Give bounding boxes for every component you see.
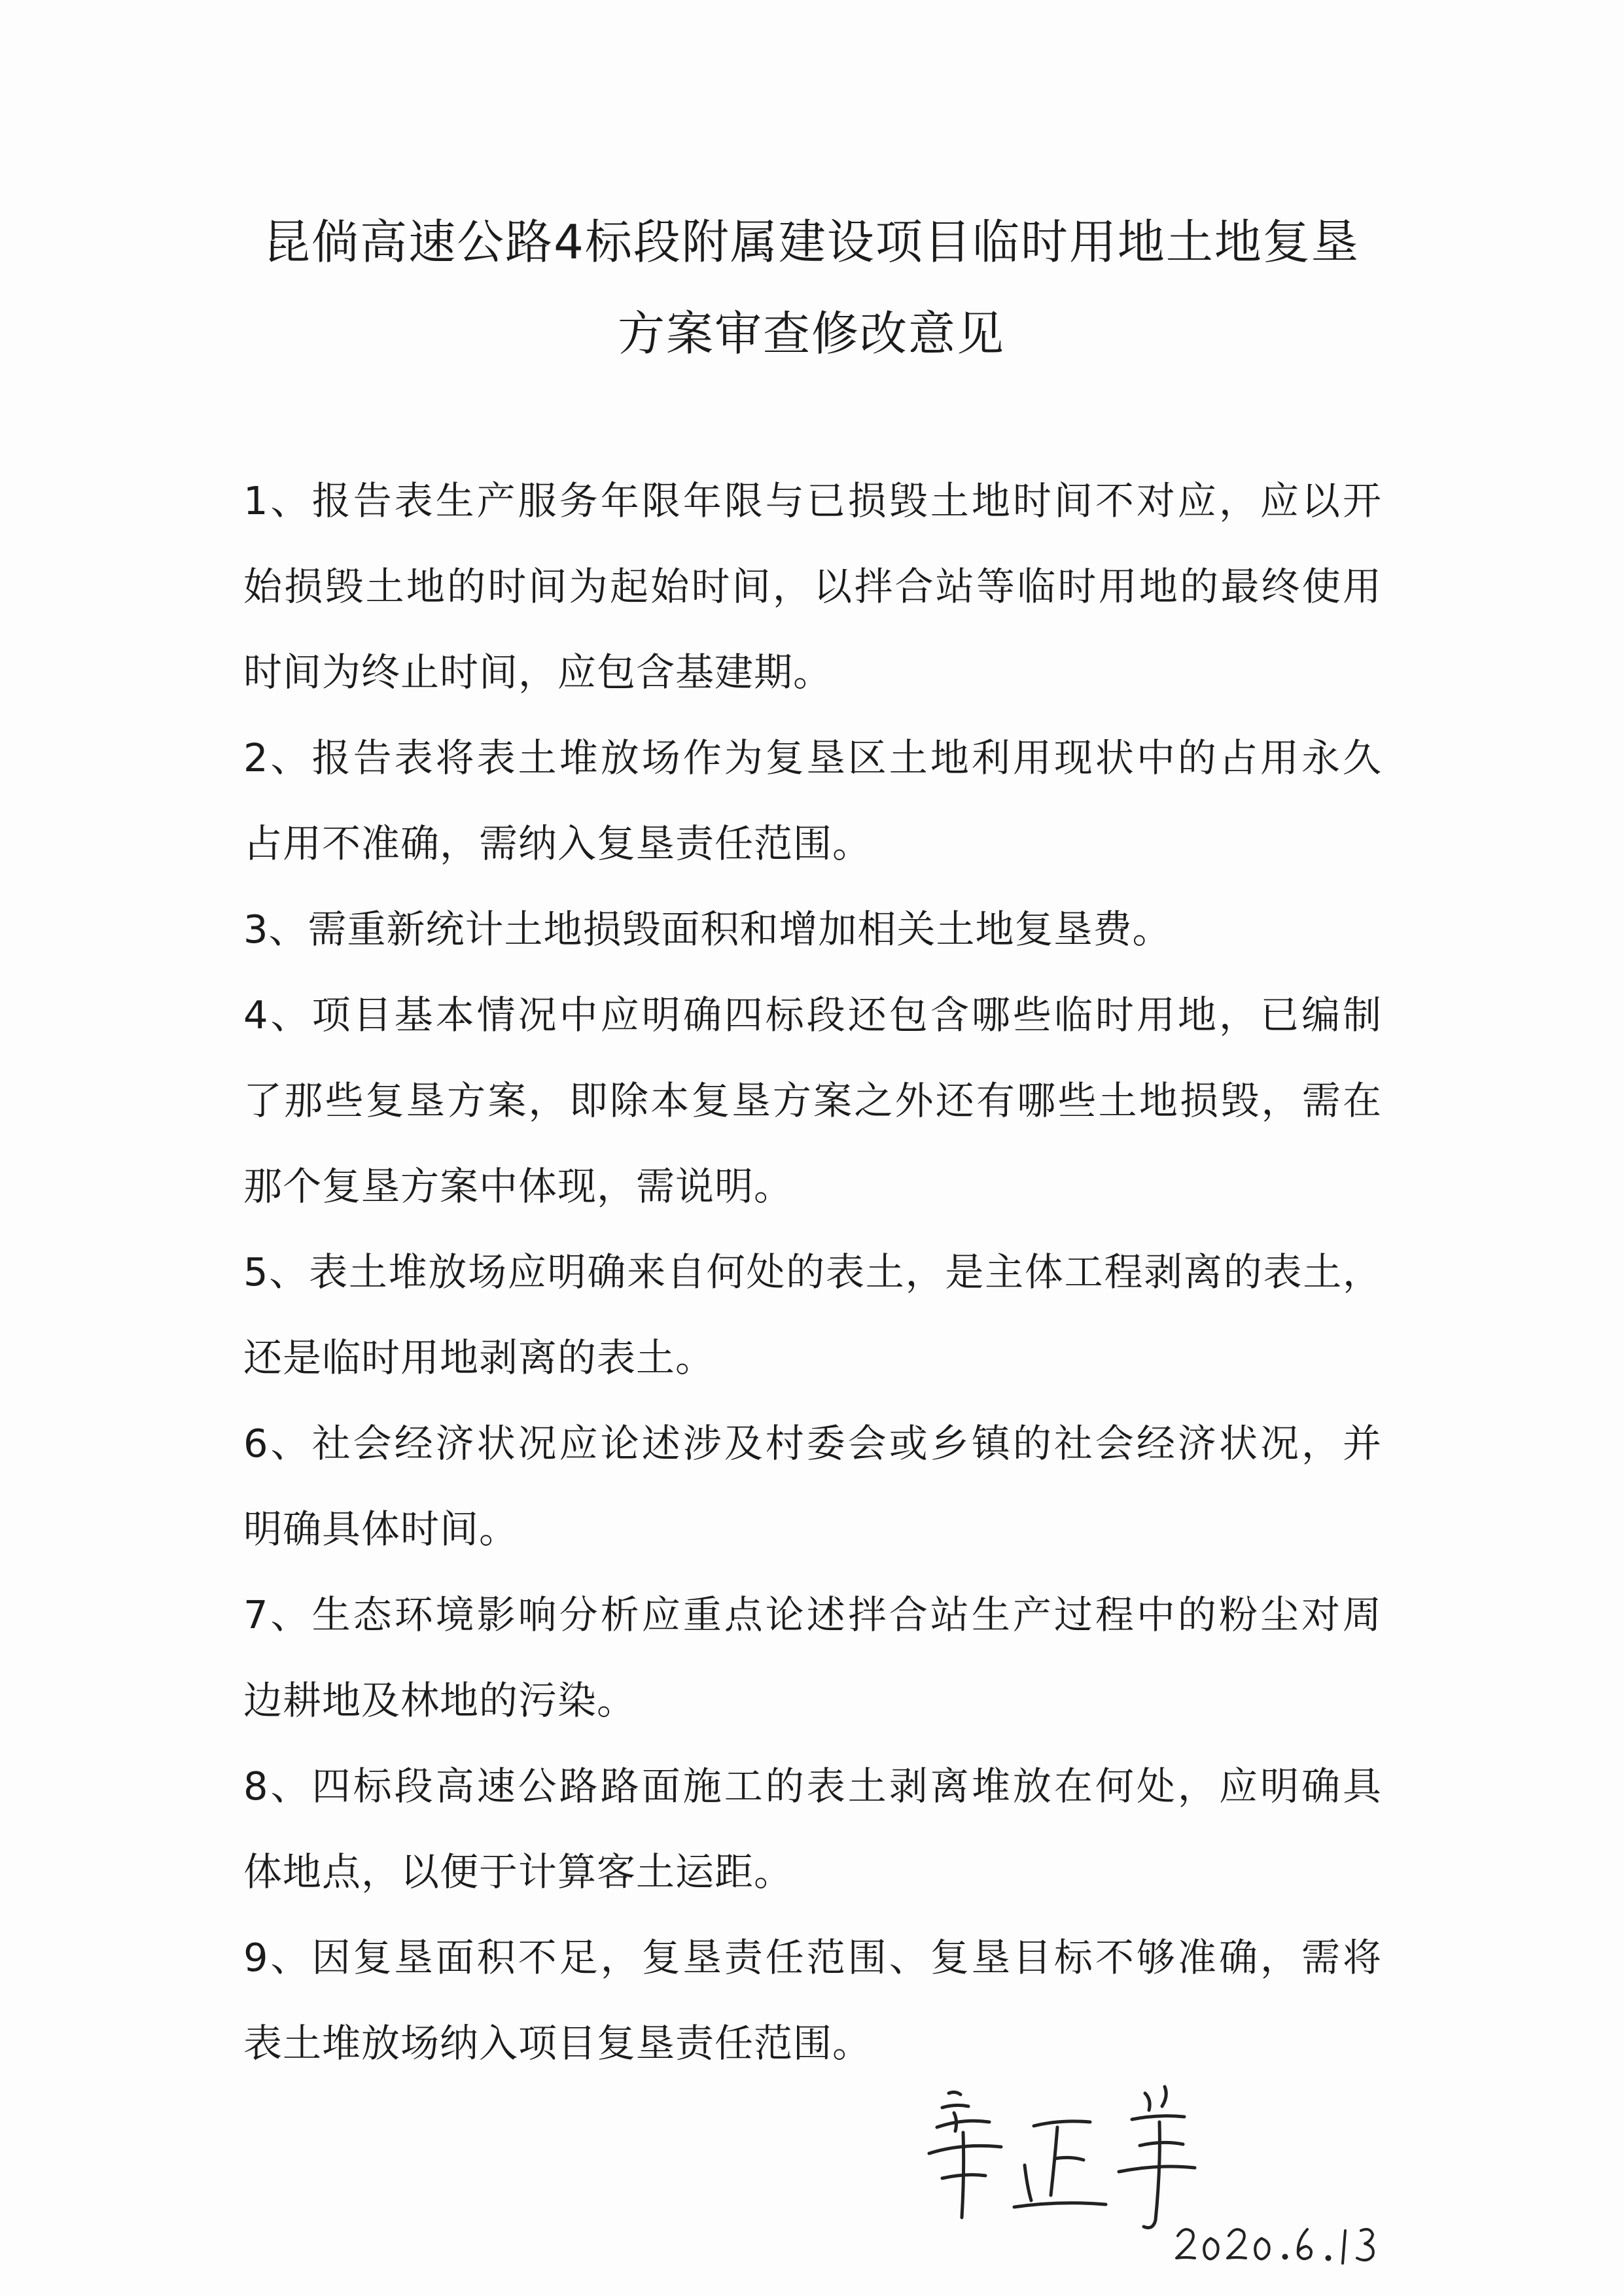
- opinion-line: 5、表土堆放场应明确来自何处的表土，是主体工程剥离的表土，: [243, 1249, 1382, 1295]
- opinion-line: 6、社会经济状况应论述涉及村委会或乡镇的社会经济状况，并: [243, 1421, 1382, 1466]
- opinion-item-9: [243, 1915, 1382, 2086]
- opinion-line: 占用不准确，需纳入复垦责任范围。: [243, 821, 872, 866]
- opinion-item-2: [243, 715, 1382, 886]
- opinion-line: 还是临时用地剥离的表土。: [243, 1335, 715, 1380]
- opinion-line: 3、需重新统计土地损毁面积和增加相关土地复垦费。: [243, 907, 1172, 952]
- opinion-line: 1、报告表生产服务年限年限与已损毁土地时间不对应，应以开: [243, 478, 1382, 523]
- opinion-line: 了那些复垦方案，即除本复垦方案之外还有哪些土地损毁，需在: [243, 1078, 1382, 1123]
- opinion-item-4: [243, 972, 1382, 1229]
- document-title-line-1: 昆倘高速公路4标段附属建设项目临时用地土地复垦: [263, 215, 1360, 270]
- handwritten-signature: [903, 2067, 1400, 2283]
- opinion-item-5: [243, 1229, 1382, 1400]
- opinion-item-7: [243, 1572, 1382, 1743]
- opinion-line: 9、因复垦面积不足，复垦责任范围、复垦目标不够准确，需将: [243, 1935, 1382, 1980]
- opinion-line: 始损毁土地的时间为起始时间，以拌合站等临时用地的最终使用: [243, 564, 1382, 609]
- scan-dot: [1505, 13, 1525, 20]
- opinion-line: 体地点，以便于计算客土运距。: [243, 1849, 794, 1894]
- opinion-line: 明确具体时间。: [243, 1506, 519, 1552]
- document-title-line-2: 方案审查修改意见: [617, 306, 1005, 361]
- opinion-line: 7、生态环境影响分析应重点论述拌合站生产过程中的粉尘对周: [243, 1592, 1382, 1637]
- opinion-line: 那个复垦方案中体现，需说明。: [243, 1164, 794, 1209]
- opinion-item-1: [243, 458, 1382, 715]
- opinion-item-8: [243, 1743, 1382, 1915]
- opinion-line: 时间为终止时间，应包含基建期。: [243, 650, 833, 695]
- opinion-item-6: [243, 1400, 1382, 1572]
- opinion-line: 4、项目基本情况中应明确四标段还包含哪些临时用地，已编制: [243, 992, 1382, 1037]
- opinion-line: 8、四标段高速公路路面施工的表土剥离堆放在何处，应明确具: [243, 1764, 1382, 1809]
- opinion-line: 边耕地及林地的污染。: [243, 1678, 637, 1723]
- opinion-item-3: [243, 886, 1382, 972]
- opinion-line: 表土堆放场纳入项目复垦责任范围。: [243, 2021, 872, 2066]
- opinion-line: 2、报告表将表土堆放场作为复垦区土地利用现状中的占用永久: [243, 735, 1382, 780]
